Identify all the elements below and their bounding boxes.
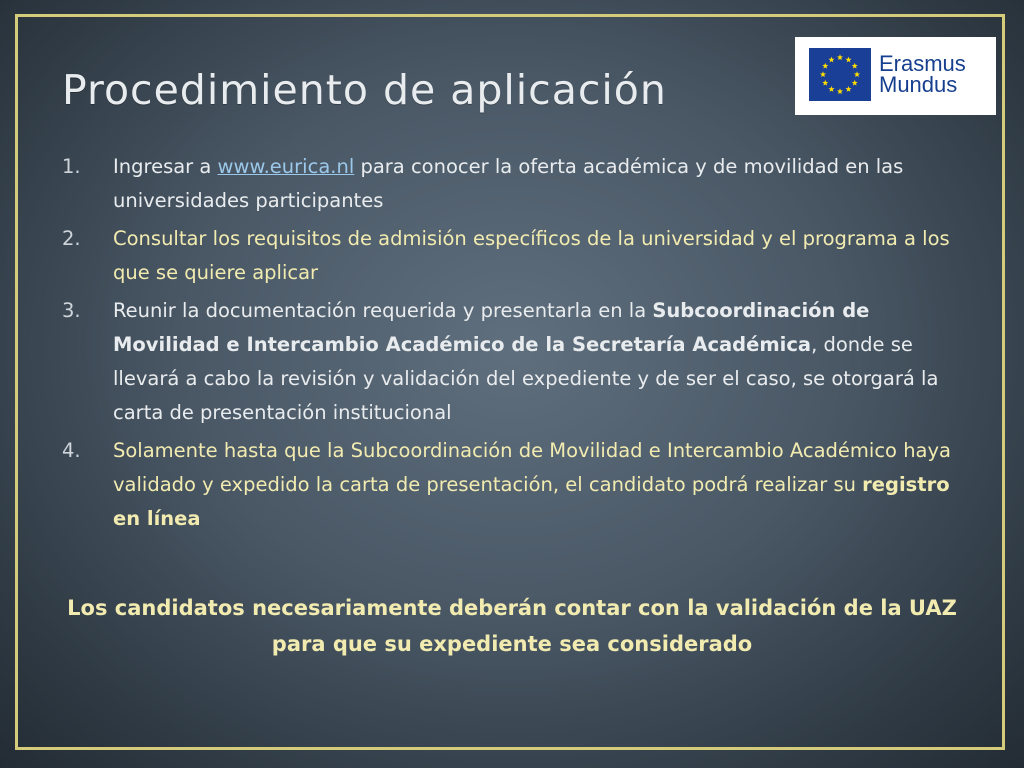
erasmus-mundus-logo [795,37,996,115]
eurica-link[interactable]: www.eurica.nl [217,155,355,178]
eu-star-icon [828,57,834,63]
step-text [113,439,951,530]
slide-title: Procedimiento de aplicación [62,66,667,114]
eu-star-icon [822,80,828,86]
eu-star-icon [854,71,860,77]
step-text-bold: Subcoordinación de Movilidad e Intercambio Académico de la Secretaría Académica [113,299,870,356]
eu-star-icon [852,63,858,69]
closing-note: Los candidatos necesariamente deberán contar con la validación de la UAZ para que su expediente sea considerado [67,596,957,656]
step-number: 1. [62,155,81,178]
eu-star-icon [852,80,858,86]
logo-line-2: Mundus [879,72,958,97]
step-text-before: Reunir la documentación requerida y presentarla en la [113,299,653,322]
eu-star-icon [845,86,851,92]
steps-list [62,150,962,540]
step-text [113,155,903,212]
step-text-before: Solamente hasta que la Subcoordinación de Movilidad e Intercambio Académico haya validado y expedido la carta de presentación, el candidato podrá realizar su [113,439,951,496]
eu-flag-icon [809,48,871,101]
step-text-before: Ingresar a [113,155,218,178]
step-number: 4. [62,439,81,462]
eu-star-icon [837,54,843,60]
list-item [62,434,962,536]
eu-star-icon [820,71,826,77]
list-item [62,294,962,430]
eu-star-icon [845,57,851,63]
eu-star-icon [822,63,828,69]
list-item [62,150,962,218]
step-text-after: , donde se llevará a cabo la revisión y validación del expediente y de ser el caso, se otorgará la carta de presentación institucional [113,333,939,424]
eu-star-icon [828,86,834,92]
step-number: 3. [62,299,81,322]
list-item [62,222,962,290]
logo-text [879,53,966,95]
step-text: Consultar los requisitos de admisión específicos de la universidad y el programa a los que se quiere aplicar [113,227,950,284]
eu-star-icon [837,88,843,94]
step-text [113,299,938,424]
step-text-bold: registro en línea [113,473,950,530]
step-number: 2. [62,227,81,250]
step-text-after: para conocer la oferta académica y de movilidad en las universidades participantes [113,155,904,212]
logo-line-1: Erasmus [879,51,966,76]
